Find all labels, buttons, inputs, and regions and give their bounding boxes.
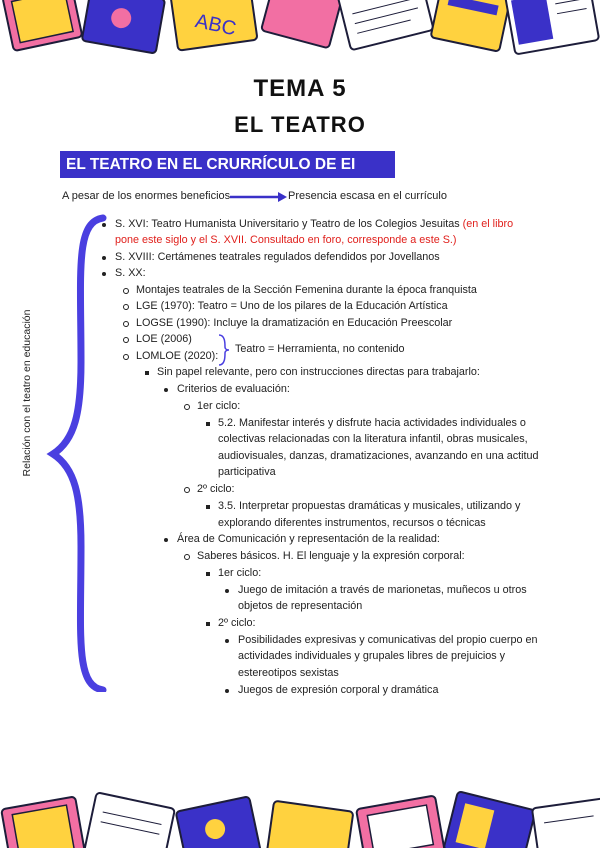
brace-note: Teatro = Herramienta, no contenido [235, 343, 405, 355]
bottom-books-decoration [0, 788, 600, 848]
list-item-ciclo2: 2º ciclo: [197, 483, 235, 495]
list-item-juego1: Juego de imitación a través de marionetas, muñecos u otros [238, 584, 527, 596]
arrow-right-icon [228, 191, 288, 203]
list-item-lge: LGE (1970): Teatro = Uno de los pilares de la Educación Artística [136, 300, 448, 312]
list-item-area: Área de Comunicación y representación de la realidad: [177, 533, 440, 545]
list-item-xx: S. XX: [115, 267, 146, 279]
side-label: Relación con el teatro en educación [21, 309, 33, 477]
posib-line-2: actividades individuales y grupales libres de prejuicios y [238, 650, 506, 662]
top-books-decoration [0, 0, 600, 70]
posib-line-3: estereotipos sexistas [238, 667, 339, 679]
list-item-logse: LOGSE (1990): Incluye la dramatización en Educación Preescolar [136, 317, 453, 329]
list-item-xvi [115, 217, 513, 232]
list-item-s-ciclo2: 2º ciclo: [218, 617, 256, 629]
c52-line-4: participativa [218, 466, 276, 478]
list-item-sin-papel: Sin papel relevante, pero con instrucciones directas para trabajarlo: [157, 366, 480, 378]
xvi-text: S. XVI: Teatro Humanista Universitario y Teatro de los Colegios Jesuitas [115, 218, 463, 230]
list-item-c35: 3.5. Interpretar propuestas dramáticas y musicales, utilizando y [218, 500, 521, 512]
list-item-s-ciclo1: 1er ciclo: [218, 567, 262, 579]
list-item-saberes: Saberes básicos. H. El lenguaje y la expresión corporal: [197, 550, 465, 562]
list-item-c52: 5.2. Manifestar interés y disfrute hacia actividades individuales o [218, 417, 526, 429]
books-illustration-top [0, 0, 600, 70]
books-illustration-bottom [0, 788, 600, 848]
list-item-ciclo1: 1er ciclo: [197, 400, 241, 412]
curly-brace-icon [45, 212, 125, 692]
page-title: TEMA 5 [253, 75, 347, 102]
section-heading: EL TEATRO EN EL CRURRÍCULO DE EI [60, 151, 395, 178]
list-item-montajes: Montajes teatrales de la Sección Femenina durante la época franquista [136, 284, 477, 296]
xvi-note-2: pone este siglo y el S. XVII. Consultado en foro, corresponde a este S.) [115, 234, 457, 246]
list-item-posib: Posibilidades expresivas y comunicativas del propio cuerpo en [238, 634, 538, 646]
list-item-lomloe: LOMLOE (2020): [136, 350, 219, 362]
c52-line-2: colectivas relacionadas con la literatura infantil, obras musicales, [218, 433, 528, 445]
xvi-note-1: (en el libro [462, 218, 514, 230]
list-item-loe: LOE (2006) [136, 333, 192, 345]
list-item-xviii: S. XVIII: Certámenes teatrales regulados defendidos por Jovellanos [115, 251, 440, 263]
page-subtitle: EL TEATRO [234, 112, 366, 137]
c52-line-3: audiovisuales, danzas, dramatizaciones, avanzando en una actitud [218, 450, 539, 462]
intro-left-text: A pesar de los enormes beneficios [62, 190, 231, 202]
list-item-juegos-expr: Juegos de expresión corporal y dramática [238, 684, 439, 696]
intro-right-text: Presencia escasa en el currículo [288, 190, 447, 202]
small-brace-icon [217, 333, 231, 367]
list-item-criterios: Criterios de evaluación: [177, 383, 290, 395]
svg-text:ABC: ABC [193, 10, 239, 41]
intro-line [62, 190, 447, 202]
juego1-line-2: objetos de representación [238, 600, 363, 612]
c35-line-2: explorando diferentes instrumentos, recursos o técnicas [218, 517, 486, 529]
